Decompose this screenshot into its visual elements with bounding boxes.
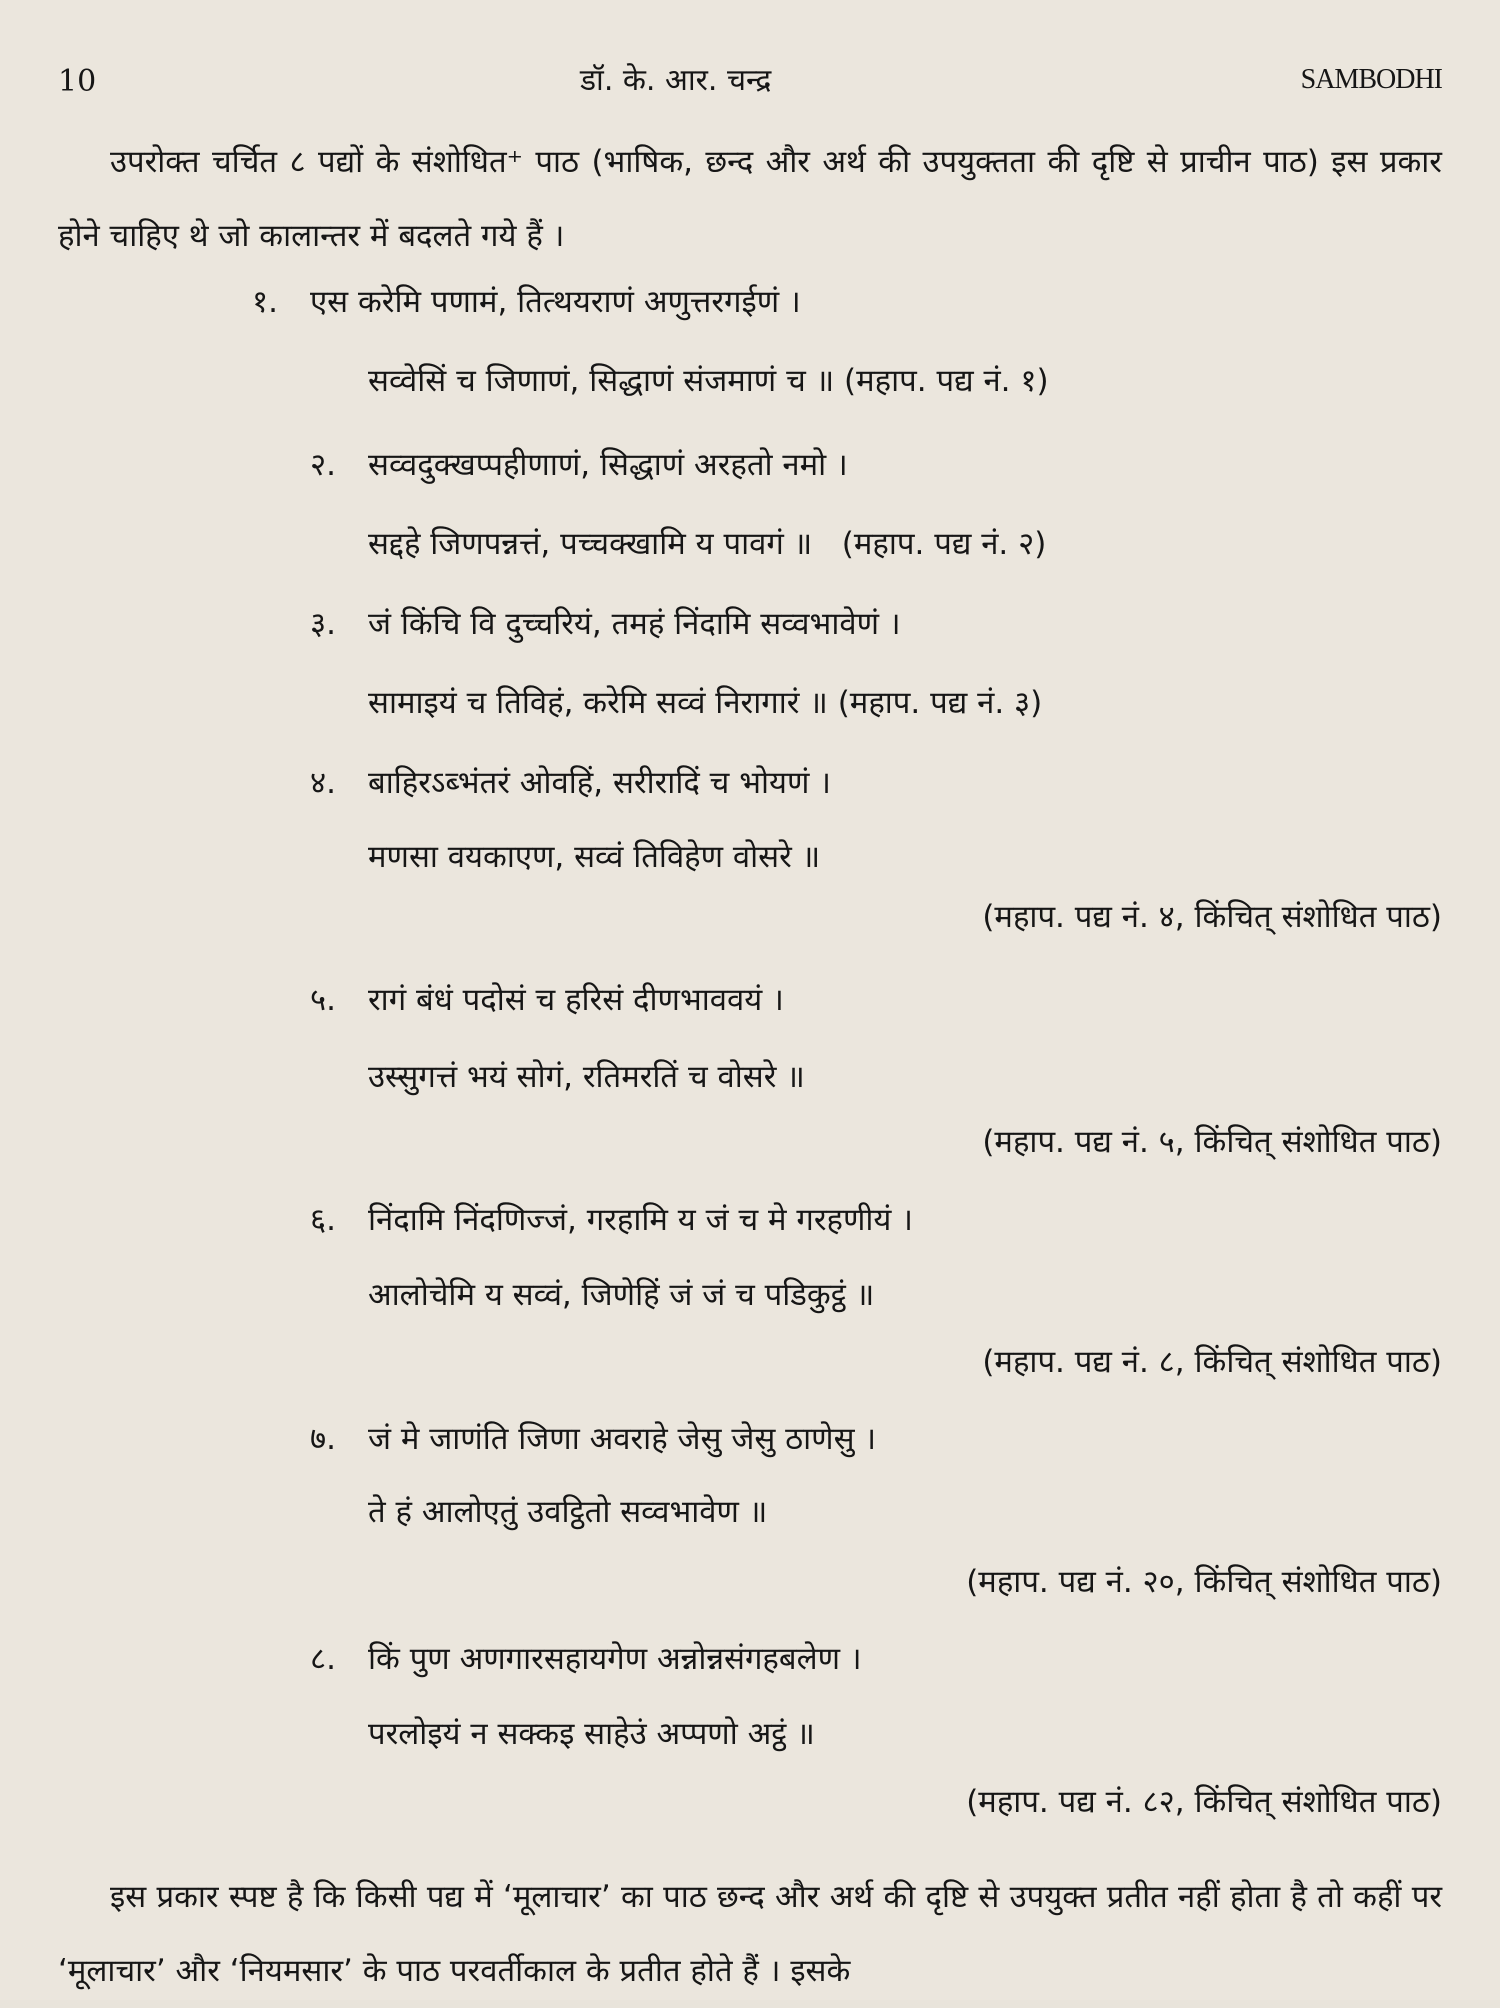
page-number: 10: [58, 64, 97, 99]
verse-number: ३.: [310, 606, 336, 642]
verse-text: सद्दहे जिणपन्नत्तं, पच्चक्खामि य पावगं ॥: [368, 526, 813, 562]
page-header: [0, 58, 1500, 108]
verse-text: ते हं आलोएतुं उवट्ठितो सव्वभावेण ॥: [368, 1494, 768, 1530]
verse-text: आलोचेमि य सव्वं, जिणेहिं जं जं च पडिकुट्ठं ॥: [368, 1277, 875, 1313]
verse-number: ५.: [310, 982, 336, 1018]
verse-5-line-1: [310, 978, 784, 1020]
verse-text: बाहिरऽब्भंतरं ओवहिं, सरीरादिं च भोयणं ।: [368, 765, 832, 801]
verse-8-line-1: [310, 1637, 862, 1679]
journal-name: SAMBODHI: [1300, 64, 1442, 95]
verse-8-line-2: [368, 1712, 815, 1754]
verse-4-line-1: [310, 761, 831, 803]
verse-3-line-2: [368, 681, 1042, 723]
verse-2-line-2: [368, 522, 1046, 564]
verse-6-line-1: [310, 1198, 913, 1240]
verse-3-line-1: [310, 602, 901, 644]
verse-text: परलोइयं न सक्कइ साहेउं अप्पणो अट्ठं ॥: [368, 1716, 815, 1752]
verse-text: किं पुण अणगारसहायगेण अन्नोन्नसंगहबलेण ।: [368, 1641, 862, 1677]
verse-text: निंदामि निंदणिज्जं, गरहामि य जं च मे गरहणीयं ।: [368, 1202, 914, 1238]
closing-paragraph: [58, 1860, 1442, 2008]
verse-text: एस करेमि पणामं, तित्थयराणं अणुत्तरगईणं ।: [310, 284, 801, 320]
verse-7-line-2: [368, 1490, 767, 1532]
verse-8-citation: (महाप. पद्य नं. ८२, किंचित् संशोधित पाठ): [966, 1784, 1442, 1820]
verse-number: २.: [310, 447, 336, 483]
verse-number: ६.: [310, 1202, 336, 1238]
verse-7-citation: (महाप. पद्य नं. २०, किंचित् संशोधित पाठ): [966, 1564, 1442, 1600]
verse-text: सव्वदुक्खप्पहीणाणं, सिद्धाणं अरहतो नमो ।: [368, 447, 848, 483]
verse-7-line-1: [310, 1417, 876, 1459]
intro-text: उपरोक्त चर्चित ८ पद्यों के संशोधित⁺ पाठ (भाषिक, छन्द और अर्थ की उपयुक्तता की दृष्टि से प्राचीन पाठ) इस प्रकार होने चाहिए थे जो कालान्तर में बदलते गये हैं ।: [58, 144, 1442, 254]
verse-text: रागं बंधं पदोसं च हरिसं दीणभाववयं ।: [368, 982, 784, 1018]
verse-6-line-2: [368, 1273, 874, 1315]
verse-text: सव्वेसिं च जिणाणं, सिद्धाणं संजमाणं च ॥: [368, 363, 835, 399]
verse-citation: (महाप. पद्य नं. २): [841, 526, 1047, 562]
verse-4-citation: (महाप. पद्य नं. ४, किंचित् संशोधित पाठ): [982, 899, 1442, 935]
closing-text: इस प्रकार स्पष्ट है कि किसी पद्य में ‘मूलाचार’ का पाठ छन्द और अर्थ की दृष्टि से उपयुक्त प्रतीत नहीं होता है तो कहीं पर ‘मूलाचार’ और ‘नियमसार’ के पाठ परवर्तीकाल के प्रतीत होते हैं । इसके: [58, 1879, 1442, 1989]
verse-4-line-2: [368, 835, 820, 877]
verse-number: १.: [252, 284, 278, 320]
verse-citation: (महाप. पद्य नं. १): [844, 363, 1049, 399]
running-title: डॉ. के. आर. चन्द्र: [580, 63, 772, 98]
verse-text: मणसा वयकाएण, सव्वं तिविहेण वोसरे ॥: [368, 839, 821, 875]
verse-2-line-1: [310, 443, 848, 485]
verse-6-citation: (महाप. पद्य नं. ८, किंचित् संशोधित पाठ): [982, 1344, 1442, 1380]
verse-text: सामाइयं च तिविहं, करेमि सव्वं निरागारं ॥: [368, 685, 828, 721]
verse-5-citation: (महाप. पद्य नं. ५, किंचित् संशोधित पाठ): [982, 1124, 1442, 1160]
verse-5-line-2: [368, 1055, 805, 1097]
verse-number: ४.: [310, 765, 336, 801]
intro-paragraph: [58, 125, 1442, 273]
verse-citation: (महाप. पद्य नं. ३): [837, 685, 1043, 721]
verse-text: जं मे जाणंति जिणा अवराहे जेसु जेसु ठाणेसु ।: [368, 1421, 877, 1457]
verse-1-line-2: [368, 359, 1049, 401]
verse-text: उस्सुगत्तं भयं सोगं, रतिमरतिं च वोसरे ॥: [368, 1059, 805, 1095]
verse-number: ७.: [310, 1421, 336, 1457]
verse-1-line-1: [252, 280, 801, 322]
verse-text: जं किंचि वि दुच्चरियं, तमहं निंदामि सव्वभावेणं ।: [368, 606, 901, 642]
verse-number: ८.: [310, 1641, 336, 1677]
